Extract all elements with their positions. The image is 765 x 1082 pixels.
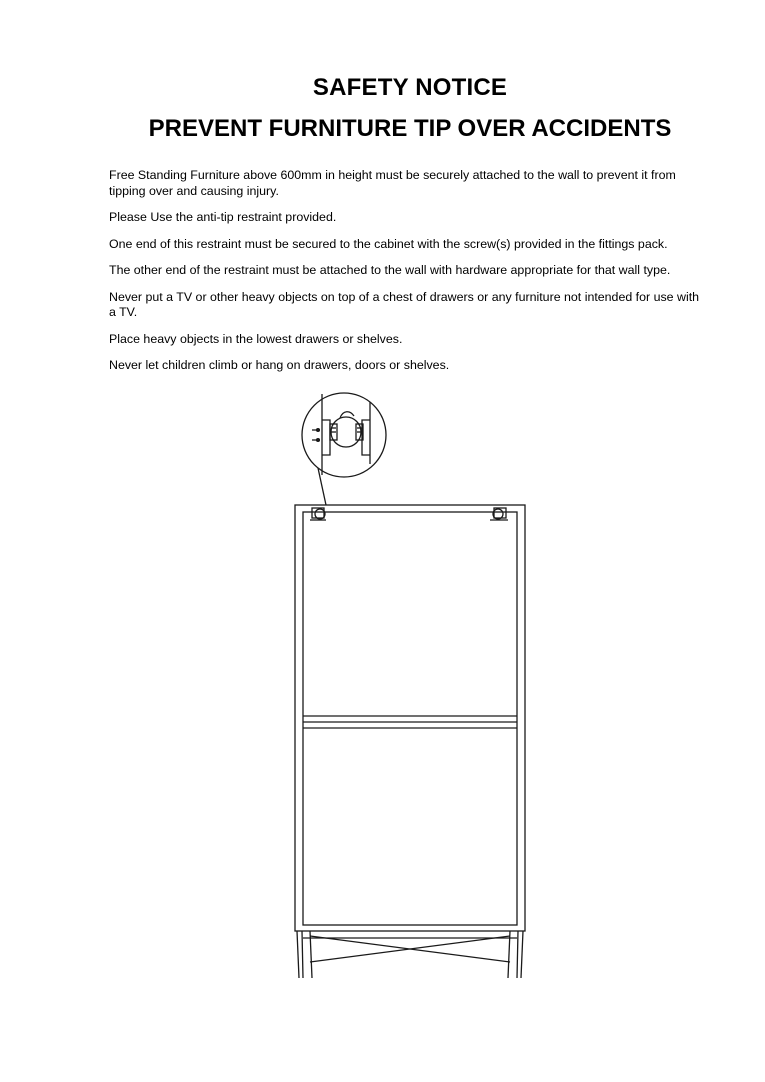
instruction-no-tv: Never put a TV or other heavy objects on top of a chest of drawers or any furniture not intended for use with a TV.: [109, 289, 700, 319]
cabinet-body: [295, 505, 525, 931]
notice-title: SAFETY NOTICE: [312, 74, 508, 101]
instruction-cabinet-end: One end of this restraint must be secured to the cabinet with the screw(s) provided in the fittings pack.: [109, 236, 668, 251]
instruction-heavy-low: Place heavy objects in the lowest drawers or shelves.: [109, 331, 403, 346]
cabinet-legs: [297, 931, 523, 978]
instruction-no-climbing: Never let children climb or hang on drawers, doors or shelves.: [109, 358, 450, 372]
instruction-use-restraint: Please Use the anti-tip restraint provided.: [109, 210, 337, 224]
right-restraint-bracket: [490, 508, 508, 520]
left-restraint-bracket: [310, 508, 326, 520]
notice-subtitle: PREVENT FURNITURE TIP OVER ACCIDENTS: [148, 115, 672, 142]
instruction-height-warning: Free Standing Furniture above 600mm in height must be securely attached to the wall to prevent it from tipping over and causing injury.: [109, 168, 676, 198]
instruction-wall-end: The other end of the restraint must be attached to the wall with hardware appropriate for that wall type.: [109, 263, 671, 277]
restraint-detail-callout: [302, 393, 386, 505]
